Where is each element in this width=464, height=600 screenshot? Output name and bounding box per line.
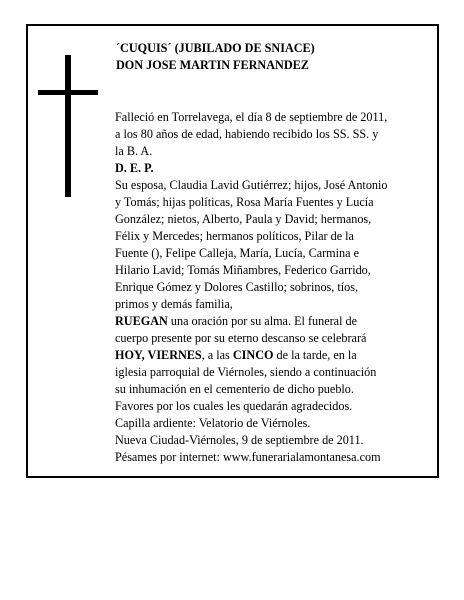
deceased-name: DON JOSE MARTIN FERNANDEZ (116, 58, 309, 72)
family-line-3: González; nietos, Alberto, Paula y David; hermanos, (115, 212, 372, 226)
death-notice-line-2: a los 80 años de edad, habiendo recibido los SS. SS. y (115, 127, 379, 141)
chapel-line: Capilla ardiente: Velatorio de Viérnoles. (115, 416, 311, 430)
family-line-5: Fuente (), Felipe Calleja, María, Lucía, Carmina e (115, 246, 359, 260)
family-line-8: primos y demás familia, (115, 297, 233, 311)
funeral-line-2: cuerpo presente por su eterno descanso se celebrará (115, 331, 367, 345)
cross-horizontal-bar (38, 90, 98, 95)
dep-line: D. E. P. (115, 161, 154, 175)
family-line-1: Su esposa, Claudia Lavid Gutiérrez; hijos, José Antonio (115, 178, 388, 192)
funeral-line-5: su inhumación en el cementerio de dicho pueblo. (115, 382, 354, 396)
cross-vertical-bar (65, 55, 71, 197)
family-line-7: Enrique Gómez y Dolores Castillo; sobrinos, tíos, (115, 280, 359, 294)
obituary-header (116, 40, 426, 74)
family-line-4: Félix y Mercedes; hermanos políticos, Pilar de la (115, 229, 354, 243)
funeral-hour: CINCO (232, 348, 274, 362)
obituary-body (115, 109, 430, 466)
funeral-line-3-rest: de la tarde, en la (273, 348, 357, 362)
funeral-line-3 (115, 347, 430, 364)
thanks-line: Favores por los cuales les quedarán agradecidos. (115, 399, 353, 413)
funeral-line-4: iglesia parroquial de Viérnoles, siendo a continuación (115, 365, 377, 379)
death-notice-line-1: Falleció en Torrelavega, el día 8 de septiembre de 2011, (115, 110, 388, 124)
place-date-line: Nueva Ciudad-Viérnoles, 9 de septiembre de 2011. (115, 433, 364, 447)
death-notice-line-3: la B. A. (115, 144, 153, 158)
funeral-line-1-rest: una oración por su alma. El funeral de (167, 314, 358, 328)
funeral-line-1 (115, 313, 430, 330)
family-line-2: y Tomás; hijas políticas, Rosa María Fuentes y Lucía (115, 195, 374, 209)
condolences-line: Pésames por internet: www.funerarialamontanesa.com (115, 450, 381, 464)
nickname-line: ´CUQUIS´ (JUBILADO DE SNIACE) (116, 41, 315, 55)
ruegan-text: RUEGAN (115, 314, 168, 328)
funeral-line-3-mid: , a las (201, 348, 233, 362)
funeral-day: HOY, VIERNES (115, 348, 202, 362)
family-line-6: Hilario Lavid; Tomás Miñambres, Federico Garrido, (115, 263, 371, 277)
